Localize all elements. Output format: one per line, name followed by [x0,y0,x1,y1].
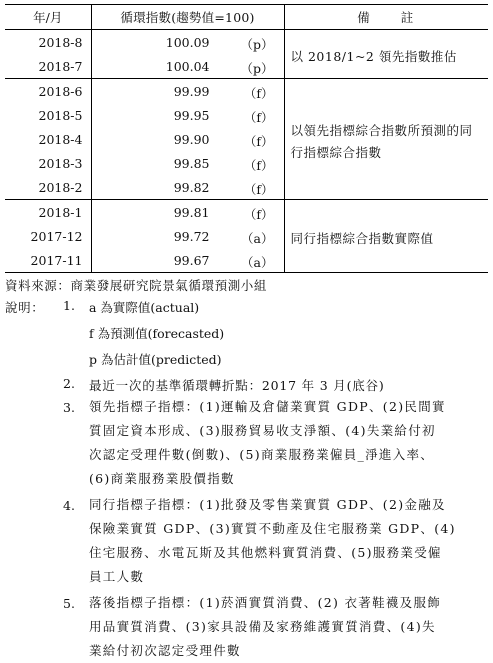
paragraph-line: 住宅服務、水電瓦斯及其他燃料實質消費、(5)服務業受僱 [89,545,442,560]
paragraph-line: (6)商業服務業股價指數 [89,471,235,486]
index-cell [91,54,284,79]
source-line: 資料來源：商業發展研究院景氣循環預測小組 [5,278,268,293]
month-cell: 2018-3 [5,151,91,175]
index-cell [91,30,284,55]
index-cell [91,200,284,225]
month-cell: 2017-12 [5,224,91,248]
note-cell: 以領先指標綜合指數所預測的同行指標綜合指數 [284,79,488,200]
index-value: 99.81 [173,205,210,220]
value-type-tag: （f） [243,134,274,149]
index-value: 100.09 [165,35,210,50]
value-type-tag: （f） [243,158,274,173]
legend-predicted: p 為估計值(predicted) [89,352,222,367]
index-value: 99.82 [173,180,210,195]
leading-indicators-paragraph [89,395,479,491]
paragraph-line: 用品實質消費、(3)家具設備及家務維護實質消費、(4)失 [89,619,436,634]
month-cell: 2018-5 [5,103,91,127]
month-cell: 2018-7 [5,54,91,79]
month-cell: 2018-8 [5,30,91,55]
index-value: 99.67 [173,253,210,268]
month-cell: 2018-4 [5,127,91,151]
header-month: 年/月 [5,5,91,30]
header-note: 備 註 [284,5,488,30]
index-cell [91,248,284,273]
index-cell [91,127,284,151]
item-number: 1. [63,298,75,313]
note-cell: 同行指標綜合指數實際值 [284,200,488,273]
coincident-indicators-paragraph [89,493,479,589]
table-row [5,79,488,104]
index-value: 99.95 [173,108,210,123]
value-type-tag: （f） [243,86,274,101]
value-type-tag: （p） [240,37,274,52]
value-type-tag: （f） [243,110,274,125]
index-cell [91,175,284,200]
value-type-tag: （a） [241,255,274,270]
paragraph-line: 業給付初次認定受理件數 [89,643,241,658]
index-value: 99.90 [173,132,210,147]
table-header-row [5,5,488,30]
value-type-tag: （p） [240,61,274,76]
leading-index-table [5,4,488,273]
index-value: 100.04 [165,59,210,74]
month-cell: 2017-11 [5,248,91,273]
paragraph-line: 員工人數 [89,569,145,584]
note-cell: 以 2018/1~2 領先指數推估 [284,30,488,79]
value-type-tag: （f） [243,182,274,197]
paragraph-line: 同行指標子指標：(1)批發及零售業實質 GDP、(2)金融及 [89,497,446,512]
value-type-tag: （f） [243,207,274,222]
value-type-tag: （a） [241,231,274,246]
month-cell: 2018-2 [5,175,91,200]
index-cell [91,151,284,175]
paragraph-line: 落後指標子指標：(1)菸酒實質消費、(2) 衣著鞋襪及服飾 [89,595,442,610]
index-value: 99.85 [173,156,210,171]
index-value: 99.99 [173,84,210,99]
paragraph-line: 次認定受理件數(倒數)、(5)商業服務業僱員_淨進入率、 [89,447,435,462]
turning-point-note: 最近一次的基準循環轉折點：2017 年 3 月(底谷) [89,378,385,393]
index-cell [91,103,284,127]
index-value: 99.72 [173,229,210,244]
table-row [5,200,488,225]
index-cell [91,224,284,248]
item-number: 4. [63,498,75,513]
header-index: 循環指數(趨勢值=100) [91,5,284,30]
legend-actual: a 為實際值(actual) [89,300,200,315]
paragraph-line: 質固定資本形成、(3)服務貿易收支淨額、(4)失業給付初 [89,423,436,438]
item-number: 2. [63,376,75,391]
table-row [5,30,488,55]
item-number: 3. [63,400,75,415]
month-cell: 2018-6 [5,79,91,104]
notes-label: 說明： [5,300,45,315]
item-number: 5. [63,596,75,611]
paragraph-line: 保險業實質 GDP、(3)實質不動產及住宅服務業 GDP、(4) [89,521,456,536]
index-cell [91,79,284,104]
paragraph-line: 領先指標子指標：(1)運輸及倉儲業實質 GDP、(2)民間實 [89,399,446,414]
lagging-indicators-paragraph [89,591,479,663]
legend-forecasted: f 為預測值(forecasted) [89,326,225,341]
month-cell: 2018-1 [5,200,91,225]
